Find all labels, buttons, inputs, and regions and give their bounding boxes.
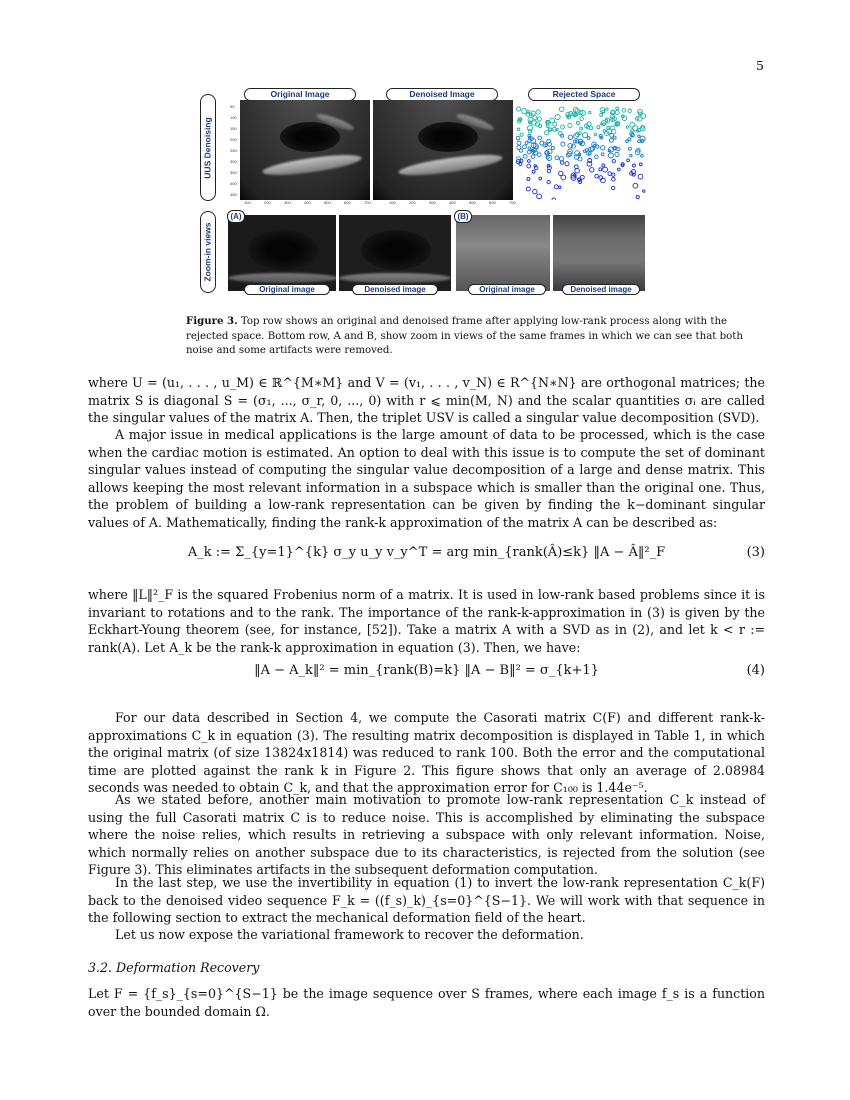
scatter-point: [628, 109, 631, 112]
paragraph-7: Let us now expose the variational framework to recover the deformation.: [115, 927, 584, 942]
figure-3: [200, 86, 645, 298]
scatter-point: [559, 157, 563, 161]
scatter-point: [612, 173, 615, 176]
scatter-point: [575, 109, 579, 113]
scatter-point: [628, 138, 631, 141]
scatter-point: [641, 154, 644, 157]
scatter-point: [580, 127, 583, 130]
scatter-point: [597, 126, 600, 129]
scatter-point: [630, 123, 635, 128]
scatter-point: [606, 108, 608, 110]
scatter-point: [576, 121, 579, 124]
scatter-point: [527, 178, 530, 181]
scatter-point: [537, 117, 541, 121]
scatter-point: [528, 126, 533, 131]
scatter-point: [517, 141, 521, 145]
row-label-denoising: UUS Denoising: [200, 94, 216, 201]
scatter-point: [583, 133, 588, 138]
scatter-point: [602, 164, 605, 167]
scatter-point: [609, 138, 613, 142]
scatter-point: [601, 178, 606, 183]
scatter-point: [525, 142, 528, 145]
scatter-point: [523, 145, 527, 149]
scatter-point: [522, 109, 527, 114]
paragraph-1: where U = (u₁, . . . , u_M) ∈ ℝ^{M∗M} and V = (v₁, . . . , v_N) ∈ R^{N∗N} are orthogonal matrices; the matrix S is diagonal S = (σ₁, ..., σ_r, 0, ..., 0) with r ⩽ min(M, N) and the scalar quantities σᵢ are called the singular values of the matrix A. Then, the triplet USV is called a singular value decomposition (SVD).: [88, 375, 765, 425]
figure-caption: [186, 314, 766, 359]
x-ticks: 100 200 300 400 500 600 700 100 200 300 400 500 600 700: [244, 200, 516, 205]
title-denoised: Denoised Image: [386, 88, 498, 101]
caption-text: Top row shows an original and denoised frame after applying low-rank process along with the rejected space. Bottom row, A and B, show zoom in views of the same frames in which we can see that both noise and some artifacts were removed.: [186, 316, 743, 356]
scatter-point: [638, 140, 641, 143]
scatter-point: [516, 107, 520, 111]
scatter-point: [555, 156, 559, 160]
scatter-point: [555, 114, 560, 119]
title-original: Original Image: [244, 88, 356, 101]
scatter-point: [613, 136, 616, 139]
scatter-point: [611, 186, 614, 189]
scatter-point: [523, 155, 527, 159]
zoom-b-original: [456, 215, 550, 291]
y-ticks: 50 100 150 200 250 300 350 400 450: [230, 104, 237, 197]
scatter-point: [539, 177, 542, 180]
scatter-point: [615, 152, 619, 156]
scatter-point: [603, 167, 608, 172]
scatter-point: [590, 168, 594, 172]
scatter-point: [561, 134, 564, 137]
scatter-point: [599, 168, 602, 171]
zoom-a-tag: (A): [227, 210, 245, 223]
scatter-point: [617, 168, 620, 171]
scatter-point: [594, 133, 597, 136]
scatter-point: [517, 146, 521, 150]
scatter-point: [549, 128, 552, 131]
scatter-point: [527, 150, 531, 154]
scatter-point: [601, 146, 605, 150]
scatter-point: [628, 147, 631, 150]
scatter-point: [641, 126, 644, 129]
scatter-point: [568, 123, 572, 127]
scatter-point: [537, 194, 542, 199]
title-rejected: Rejected Space: [528, 88, 640, 101]
scatter-point: [561, 142, 565, 146]
scatter-point: [639, 163, 642, 166]
scatter-point: [633, 183, 638, 188]
scatter-point: [551, 147, 554, 150]
scatter-point: [575, 133, 579, 137]
scatter-point: [575, 168, 580, 173]
scatter-point: [615, 110, 619, 114]
scatter-point: [578, 178, 581, 181]
rejected-space-scatter: [516, 100, 646, 200]
scatter-point: [554, 185, 558, 189]
scatter-point: [608, 153, 613, 158]
paragraph-4: For our data described in Section 4, we compute the Casorati matrix C(F) and different rank-k-approximations C_k in equation (3). The resulting matrix decomposition is displayed in Table 1, in which the original matrix (of size 13824x1814) was reduced to rank 100. Both the error and the computational time are plotted against the rank k in Figure 2. This figure shows that only an average of 2.08984 seconds was needed to obtain C_k, and that the approximation error for C₁₀₀ is 1.44e⁻⁵.: [88, 710, 765, 795]
scatter-point: [616, 107, 619, 110]
scatter-point: [568, 135, 572, 139]
scatter-point: [552, 198, 556, 200]
scatter-point: [612, 178, 616, 182]
zoom-b-original-label: Original image: [468, 284, 546, 295]
scatter-point: [538, 136, 542, 140]
original-image: [240, 100, 370, 200]
row-label-zoom: Zoom-in views: [200, 211, 216, 293]
scatter-point: [561, 125, 565, 129]
scatter-point: [636, 196, 639, 199]
paragraph-6: In the last step, we use the invertibility in equation (1) to invert the low-rank representation C_k(F) back to the denoised video sequence F_k = ((f_s)_k)_{s=0}^{S−1}. We will work with that sequence in the following section to extract the mechanical deformation field of the heart.: [88, 875, 765, 925]
page-number: 5: [756, 58, 764, 73]
zoom-b-denoised: [553, 215, 645, 291]
equation-3: A_k := Σ_{y=1}^{k} σ_y u_y v_y^T = arg min_{rank(Â)≤k} ‖A − Â‖²_F (3): [187, 545, 765, 560]
scatter-point: [565, 162, 569, 166]
scatter-point: [558, 186, 561, 189]
scatter-point: [599, 135, 602, 138]
scatter-point: [558, 131, 562, 135]
paragraph-2: A major issue in medical applications is the large amount of data to be processed, which is the case when the cardiac motion is estimated. An option to deal with this issue is to compute the set of dominant singular values instead of computing the singular value decomposition of a large and dense matrix. This allows keeping the most relevant information in a subspace which is smaller than the original one. Thus, the problem of building a low-rank representation can be given by finding the k−dominant singular values of A. Mathematically, finding the rank-k approximation of the matrix A can be described as:: [88, 427, 765, 530]
scatter-point: [596, 145, 599, 148]
scatter-point: [545, 144, 547, 146]
zoom-a-denoised: [339, 215, 451, 291]
scatter-point: [643, 190, 645, 192]
scatter-point: [517, 128, 520, 131]
scatter-point: [600, 113, 603, 116]
scatter-point: [533, 189, 537, 193]
denoised-image: [373, 100, 513, 200]
scatter-point: [608, 172, 612, 176]
scatter-point: [589, 111, 591, 113]
scatter-point: [630, 155, 632, 157]
scatter-point: [638, 135, 640, 137]
scatter-point: [633, 164, 636, 167]
scatter-point: [527, 164, 531, 168]
scatter-point: [528, 147, 531, 150]
scatter-point: [531, 155, 535, 159]
paragraph-5: As we stated before, another main motivation to promote low-rank representation C_k instead of using the full Casorati matrix C is to reduce noise. This is accomplished by eliminating the subspace where the noise relies, which results in retrieving a subspace with only relevant information. Noise, which normally relies on another subspace due to its characteristics, is rejected from the solution (see Figure 3). This eliminates artifacts in the subsequent deformation computation.: [88, 792, 765, 877]
scatter-point: [640, 136, 645, 141]
scatter-point: [580, 175, 584, 179]
scatter-point: [626, 126, 628, 128]
zoom-a-original: [228, 215, 336, 291]
scatter-point: [547, 180, 550, 183]
scatter-point: [595, 174, 599, 178]
scatter-point: [559, 171, 563, 175]
zoom-b-tag: (B): [454, 210, 472, 223]
scatter-point: [601, 153, 604, 156]
section-heading: 3.2. Deformation Recovery: [88, 960, 260, 975]
scatter-point: [588, 152, 591, 155]
scatter-point: [633, 126, 638, 131]
scatter-point: [528, 160, 531, 163]
scatter-point: [626, 140, 629, 143]
scatter-point: [553, 122, 557, 126]
scatter-point: [637, 116, 642, 121]
scatter-point: [627, 159, 630, 162]
zoom-a-denoised-label: Denoised image: [352, 284, 438, 295]
paragraph-3: where ‖L‖²_F is the squared Frobenius norm of a matrix. It is used in low-rank based problems since it is invariant to rotations and to the rank. The importance of the rank-k-approximation in (3) is given by the Eckhart-Young theorem (see, for instance, [52]). Take a matrix A with a SVD as in (2), and let k < r := rank(A). Let A_k be the rank-k approximation in equation (3). Then, we have:: [88, 587, 765, 655]
scatter-point: [545, 131, 549, 135]
scatter-point: [622, 109, 626, 113]
zoom-a-original-label: Original image: [244, 284, 330, 295]
scatter-point: [603, 130, 606, 133]
scatter-point: [638, 174, 643, 179]
scatter-point: [536, 110, 540, 114]
paragraph-8: Let F = {f_s}_{s=0}^{S−1} be the image sequence over S frames, where each image f_s is a function over the bounded domain Ω.: [88, 986, 765, 1019]
scatter-point: [587, 137, 590, 140]
equation-4: ‖A − A_k‖² = min_{rank(B)=k} ‖A − B‖² = σ_{k+1} (4): [254, 663, 765, 678]
scatter-point: [559, 107, 564, 112]
scatter-point: [595, 155, 599, 159]
scatter-point: [516, 136, 520, 140]
caption-label: Figure 3.: [186, 315, 238, 327]
scatter-point: [532, 170, 535, 173]
scatter-point: [580, 117, 584, 121]
scatter-point: [612, 159, 615, 162]
scatter-point: [583, 150, 585, 152]
zoom-b-denoised-label: Denoised image: [562, 284, 640, 295]
scatter-point: [520, 133, 523, 136]
scatter-point: [526, 187, 530, 191]
